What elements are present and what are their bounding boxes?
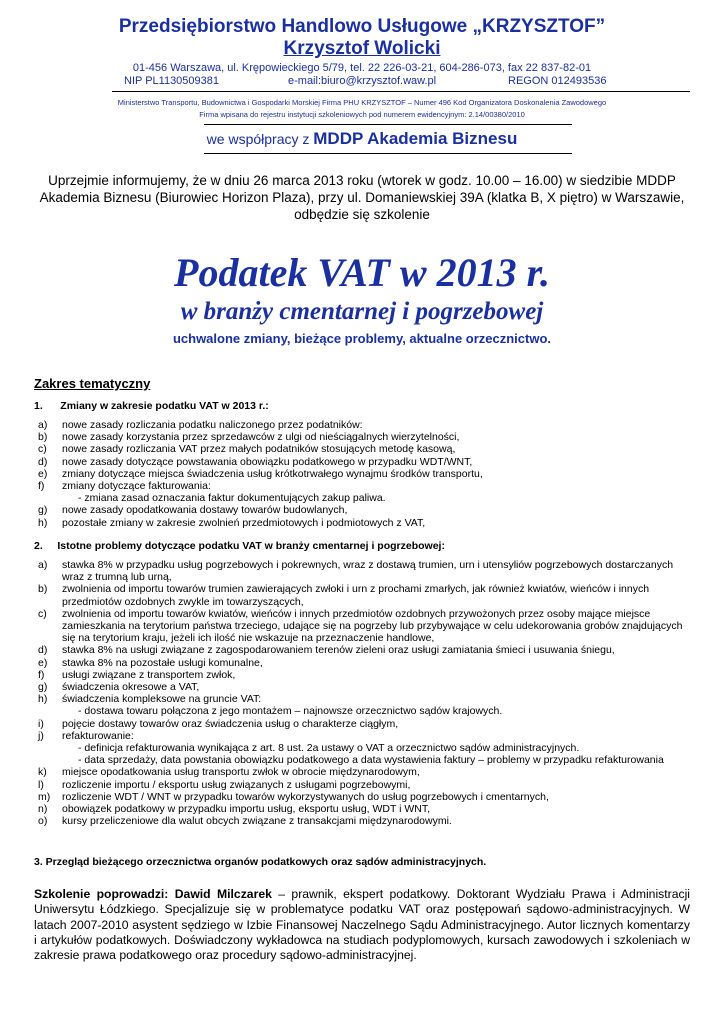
list-item-text: kursy przeliczeniowe dla walut obcych związane z transakcjami międzynarodowymi.	[62, 815, 452, 828]
list-item-text: - dostawa towaru połączona z jego montażem – najnowsze orzecznictwo sądów krajowych.	[78, 705, 503, 718]
list-item	[38, 517, 688, 529]
nip-number: NIP PL1130509381	[124, 75, 220, 87]
list-item-text: świadczenia kompleksowe na gruncie VAT:	[62, 693, 262, 706]
list-item-text: - zmiana zasad oznaczania faktur dokumentujących zakup paliwa.	[78, 492, 386, 505]
list-item-text: świadczenia okresowe a VAT,	[62, 681, 200, 694]
section-2-heading	[34, 540, 445, 553]
list-item	[38, 681, 688, 693]
list-item-text: rozliczenie WDT / WNT w przypadku towarów wykorzystywanych do usług pogrzebowych i cmentarnych,	[62, 790, 549, 803]
list-item-text: nowe zasady opodatkowania dostawy towarów budowlanych,	[62, 504, 348, 517]
list-item-letter: g)	[38, 504, 48, 517]
list-item	[38, 669, 688, 681]
list-item-letter: b)	[38, 583, 48, 596]
list-item	[38, 480, 688, 492]
list-item	[38, 754, 688, 766]
list-item-text: pojęcie dostawy towarów oraz świadczenia usług o charakterze ciągłym,	[62, 717, 399, 730]
list-item-letter: i)	[38, 717, 44, 730]
list-item-letter: a)	[38, 559, 48, 571]
section-3-heading: 3. Przegląd bieżącego orzecznictwa organów podatkowych oraz sądów administracyjnych.	[34, 856, 487, 868]
section-2-number: 2.	[34, 540, 43, 552]
list-item-letter: c)	[38, 607, 47, 620]
list-item-text: zmiany dotyczące fakturowania:	[62, 480, 211, 493]
list-item	[38, 456, 688, 468]
list-item-text: stawka 8% na usługi związane z zagospodarowaniem terenów zieleni oraz usługi zamiatania śmieci i usuwania śniegu,	[62, 644, 615, 657]
list-item	[38, 504, 688, 516]
section-1-heading	[34, 400, 269, 413]
list-item-text: nowe zasady rozliczania podatku naliczonego przez podatników:	[62, 419, 363, 431]
cooperation-divider	[204, 153, 572, 154]
list-item-letter: a)	[38, 419, 48, 431]
list-item-text: pozostałe zmiany w zakresie zwolnień przedmiotowych i podmiotowych z VAT,	[62, 516, 426, 529]
section-1-list	[38, 419, 688, 529]
list-item-text: nowe zasady rozliczania VAT przez małych podatników stosujących metodę kasową,	[62, 443, 456, 456]
list-item	[38, 644, 688, 656]
list-item	[38, 815, 688, 827]
list-item-letter: c)	[38, 443, 47, 456]
list-item-text: - definicja refakturowania wynikająca z art. 8 ust. 2a ustawy o VAT a orzecznictwo sądów administracyjnych.	[78, 742, 580, 755]
list-item	[38, 705, 688, 717]
list-item-letter: k)	[38, 766, 47, 779]
trainer-description: – prawnik, ekspert podatkowy. Doktorant Wydziału Prawa i Administracji Uniwersytu Łódzkiego. Specjalizuje się w problematyce podatku VAT oraz postępowań sądowo-administracyjnych. W latach 2007-2010 asystent sędziego w Izbie Finansowej Naczelnego Sądu Administracyjnego. Autor licznych komentarzy i artykułów podatkowych. Doświadczony wykładowca na studiach podyplomowych, kursach zawodowych i szkoleniach w zakresie prawa podatkowego oraz procedury sądowo-administracyjnej.	[34, 887, 690, 963]
list-item-letter: f)	[38, 668, 45, 681]
training-title: Podatek VAT w 2013 r.	[174, 250, 550, 295]
ministry-note: Ministerstwo Transportu, Budownictwa i Gospodarki Morskiej Firma PHU KRZYSZTOF – Numer 496 Kod Organizatora Doskonalenia Zawodowego	[117, 98, 607, 107]
list-item	[38, 766, 688, 778]
list-item-letter: l)	[38, 778, 44, 791]
list-item-letter: h)	[38, 516, 48, 529]
list-item	[38, 608, 688, 645]
list-item-text: obowiązek podatkowy w przypadku importu usług, eksportu usług, WDT i WNT,	[62, 803, 431, 816]
list-item-text: usługi związane z transportem zwłok,	[62, 668, 236, 681]
partner-name: MDDP Akademia Biznesu	[313, 129, 518, 148]
cooperation-line	[0, 128, 724, 151]
list-item-letter: j)	[38, 729, 44, 742]
list-item-text: rozliczenie importu / eksportu usług związanych z usługami pogrzebowymi,	[62, 778, 411, 791]
training-tagline: uchwalone zmiany, bieżące problemy, aktualne orzecznictwo.	[172, 331, 552, 346]
training-subtitle: w branży cmentarnej i pogrzebowej	[180, 298, 544, 325]
list-item-letter: b)	[38, 431, 48, 444]
list-item	[38, 803, 688, 815]
list-item-letter: e)	[38, 467, 48, 480]
intro-text: Uprzejmie informujemy, że w dniu 26 marca 2013 roku (wtorek w godz. 10.00 – 16.00) w siedzibie MDDP Akademia Biznesu (Biurowiec Horizon Plaza), przy ul. Domaniewskiej 39A (klatka B, X piętro) w Warszawie, odbędzie się szkolenie	[39, 173, 685, 222]
list-item	[38, 730, 688, 742]
owner-name: Krzysztof Wolicki	[283, 38, 441, 59]
list-item	[38, 419, 688, 431]
note-divider	[204, 124, 572, 125]
list-item-letter: f)	[38, 480, 45, 493]
list-item	[38, 742, 688, 754]
section-2-title: Istotne problemy dotyczące podatku VAT w branży cmentarnej i pogrzebowej:	[57, 540, 445, 552]
list-item	[38, 693, 688, 705]
list-item	[38, 657, 688, 669]
list-item	[38, 718, 688, 730]
section-2-list	[38, 559, 688, 827]
list-item-text: refakturowanie:	[62, 729, 134, 742]
list-item-text: miejsce opodatkowania usług transportu zwłok w obrocie międzynarodowym,	[62, 766, 420, 779]
list-item-letter: h)	[38, 693, 48, 706]
list-item-text: zmiany dotyczące miejsca świadczenia usług krótkotrwałego wynajmu środków transportu,	[62, 467, 483, 480]
trainer-bio	[34, 887, 690, 963]
list-item-text: nowe zasady korzystania przez sprzedawców z ulgi od nieściągalnych wierzytelności,	[62, 431, 460, 444]
list-item-text: zwolnienia od importu towarów trumien zawierających zwłoki i urn z prochami zmarłych, jak również kwiatów, wieńców i innych przedmiotów ozdobnych zwykle im towarzyszących,	[62, 583, 650, 608]
trainer-lead: Szkolenie poprowadzi: Dawid Milczarek	[34, 887, 272, 901]
list-item	[38, 492, 688, 504]
list-item	[38, 583, 688, 607]
list-item	[38, 468, 688, 480]
list-item-letter: d)	[38, 644, 48, 657]
section-1-number: 1.	[34, 400, 43, 412]
registry-note: Firma wpisana do rejestru instytucji szkoleniowych pod numerem ewidencyjnym: 2.14/00380/2010	[199, 110, 525, 119]
list-item-letter: o)	[38, 815, 48, 828]
email-link[interactable]: e-mail:biuro@krzysztof.waw.pl	[288, 75, 437, 87]
cooperation-prefix: we współpracy z	[206, 131, 314, 147]
list-item	[38, 431, 688, 443]
list-item-letter: n)	[38, 803, 48, 816]
list-item-letter: e)	[38, 656, 48, 669]
list-item-text: nowe zasady dotyczące powstawania obowiązku podatkowego w przypadku WDT/WNT,	[62, 455, 473, 468]
list-item-letter: g)	[38, 681, 48, 694]
list-item-text: stawka 8% na pozostałe usługi komunalne,	[62, 656, 263, 669]
section-1-title: Zmiany w zakresie podatku VAT w 2013 r.:	[60, 400, 269, 412]
list-item	[38, 559, 688, 583]
list-item	[38, 779, 688, 791]
list-item	[38, 791, 688, 803]
list-item-text: - data sprzedaży, data powstania obowiązku podatkowego a data wystawienia faktury – problemy w przypadku refakturowania	[78, 754, 664, 767]
list-item-text: zwolnienia od importu towarów kwiatów, wieńców i innych przedmiotów ozdobnych przywożonych przez osoby mające miejsce zamieszkania na terytorium państwa trzeciego, udające się na pogrzeby lub przybywające w celu udekorowania grobów znajdujących się na terytorium kraju, jeżeli ich ilość nie wskazuje na przeznaczenie handlowe,	[62, 607, 683, 645]
list-item	[38, 443, 688, 455]
address-line: 01-456 Warszawa, ul. Krępowieckiego 5/79, tel. 22 226-03-21, 604-286-073, fax 22 837-82-01	[132, 62, 592, 74]
list-item-text: stawka 8% w przypadku usług pogrzebowych i pokrewnych, wraz z dostawą trumien, urn i utensyliów pogrzebowych dostarczanych wraz z trumną lub urną,	[62, 559, 674, 584]
list-item-letter: m)	[38, 790, 51, 803]
list-item-letter: d)	[38, 455, 48, 468]
regon-number: REGON 012493536	[508, 75, 607, 87]
company-name: Przedsiębiorstwo Handlowo Usługowe „KRZYSZTOF”	[118, 16, 606, 37]
scope-heading: Zakres tematyczny	[34, 376, 151, 391]
header-divider	[112, 91, 690, 92]
